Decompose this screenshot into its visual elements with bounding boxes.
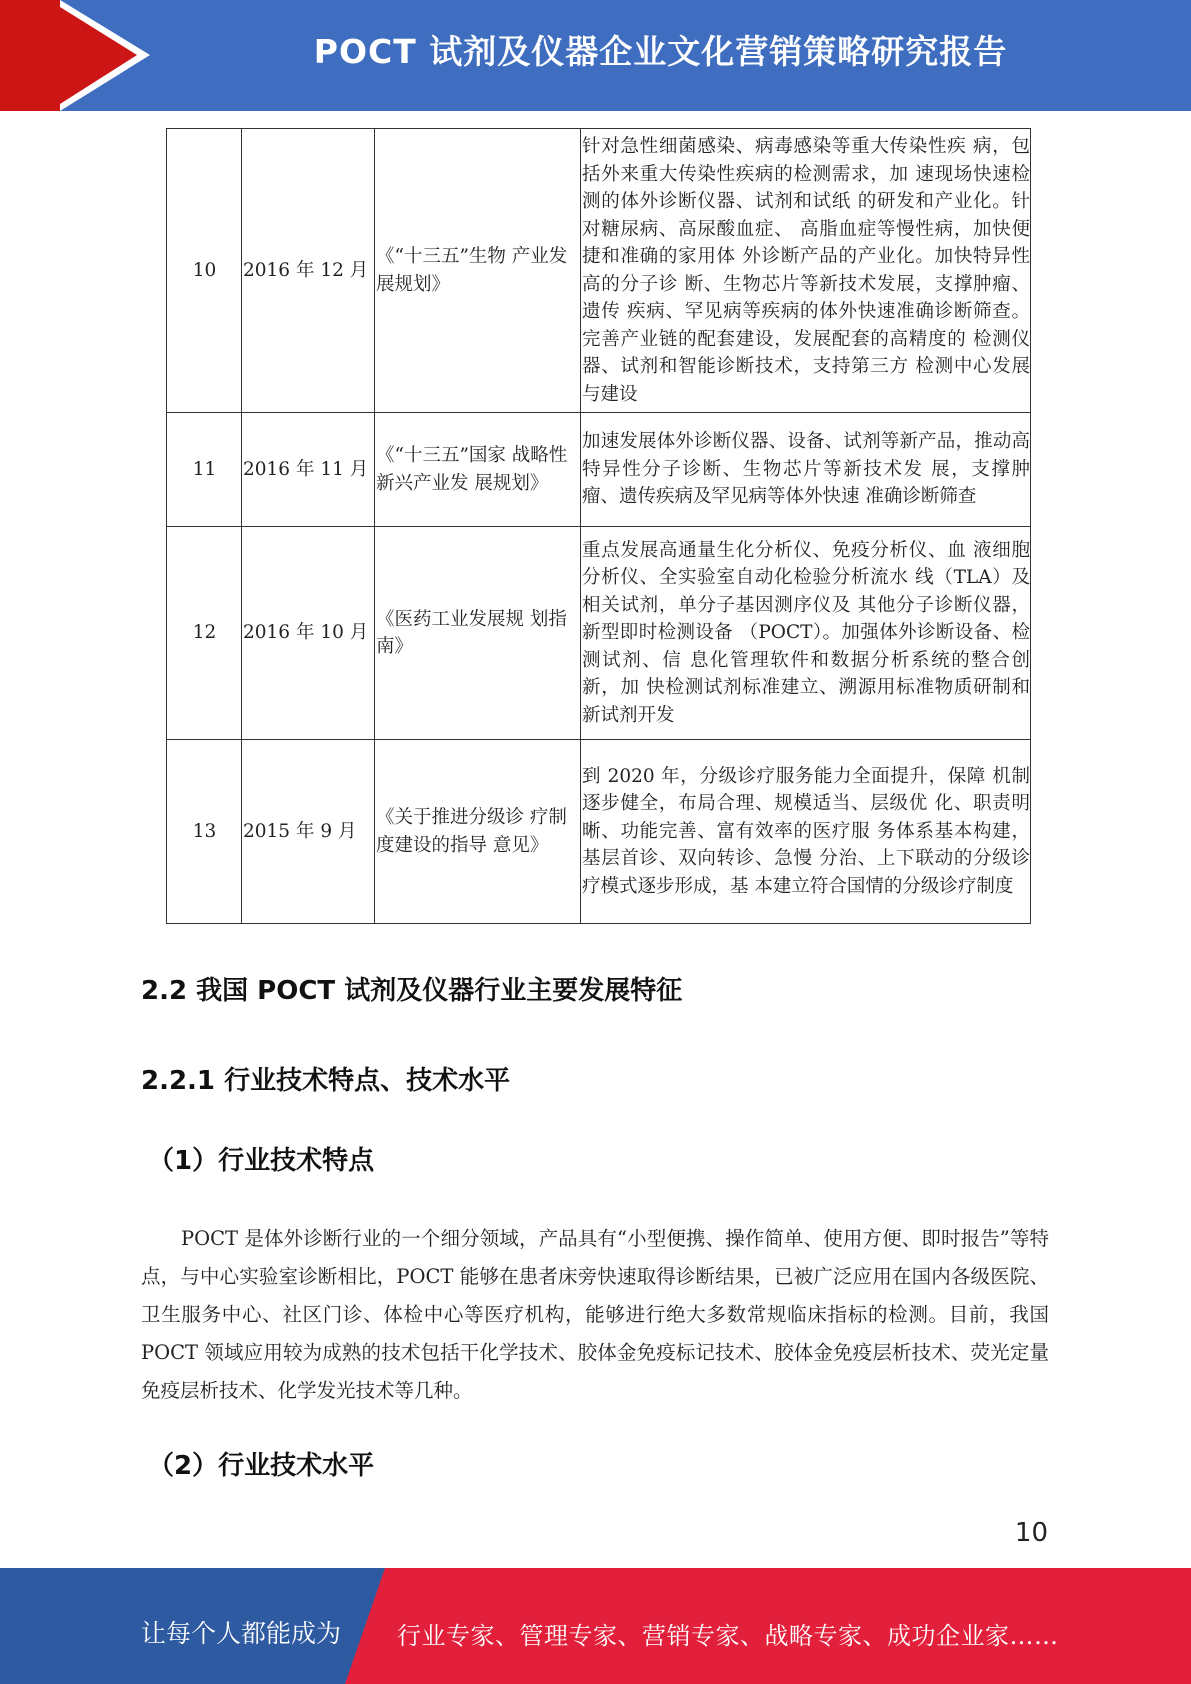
row-policy-name: 《“十三五”国家 战略性新兴产业发 展规划》 (375, 413, 581, 527)
page-footer (0, 1568, 1191, 1684)
row-number: 13 (167, 740, 242, 924)
header-chevron-red-icon (60, 7, 137, 104)
footer-slogan-right: 行业专家、管理专家、营销专家、战略专家、成功企业家…… (397, 1622, 1059, 1650)
section-heading-2-2: 2.2 我国 POCT 试剂及仪器行业主要发展特征 (141, 976, 683, 1006)
row-policy-name: 《关于推进分级诊 疗制度建设的指导 意见》 (375, 740, 581, 924)
row-date: 2016 年 12 月 (242, 129, 375, 413)
row-description: 到 2020 年，分级诊疗服务能力全面提升，保障 机制逐步健全，布局合理、规模适当、层级优 化、职责明晰、功能完善、富有效率的医疗服 务体系基本构建，基层首诊、双向转诊、急慢 分治、上下联动的分级诊疗模式逐步形成，基 本建立符合国情的分级诊疗制度 (581, 740, 1031, 924)
table-row (167, 413, 1031, 527)
row-date: 2016 年 11 月 (242, 413, 375, 527)
row-policy-name: 《“十三五”生物 产业发展规划》 (375, 129, 581, 413)
report-title: POCT 试剂及仪器企业文化营销策略研究报告 (313, 32, 1008, 71)
subheading-tech-features: （1）行业技术特点 (148, 1146, 375, 1176)
policy-table (166, 128, 1031, 924)
table-row (167, 527, 1031, 740)
row-number: 11 (167, 413, 242, 527)
body-paragraph: POCT 是体外诊断行业的一个细分领域，产品具有“小型便携、操作简单、使用方便、即时报告”等特点，与中心实验室诊断相比，POCT 能够在患者床旁快速取得诊断结果，已被广泛应用在国内各级医院、卫生服务中心、社区门诊、体检中心等医疗机构，能够进行绝大多数常规临床指标的检测。目前，我国 POCT 领域应用较为成熟的技术包括干化学技术、胶体金免疫标记技术、胶体金免疫层析技术、荧光定量免疫层析技术、化学发光技术等几种。 (141, 1227, 1049, 1402)
table-row (167, 740, 1031, 924)
row-description: 针对急性细菌感染、病毒感染等重大传染性疾 病，包括外来重大传染性疾病的检测需求，加 速现场快速检测的体外诊断仪器、试剂和试纸 的研发和产业化。针对糖尿病、高尿酸血症、 高脂血症等慢性病，加快便捷和准确的家用体 外诊断产品的产业化。加快特异性高的分子诊 断、生物芯片等新技术发展，支撑肿瘤、遗传 疾病、罕见病等疾病的体外快速准确诊断筛查。 完善产业链的配套建设，发展配套的高精度的 检测仪器、试剂和智能诊断技术，支持第三方 检测中心发展与建设 (581, 129, 1031, 413)
header-red-block (0, 0, 60, 111)
row-date: 2015 年 9 月 (242, 740, 375, 924)
row-number: 10 (167, 129, 242, 413)
subheading-tech-level: （2）行业技术水平 (148, 1451, 375, 1481)
footer-blue-slant (345, 1568, 385, 1684)
section-heading-2-2-1: 2.2.1 行业技术特点、技术水平 (141, 1066, 511, 1096)
row-description: 重点发展高通量生化分析仪、免疫分析仪、血 液细胞分析仪、全实验室自动化检验分析流水 线（TLA）及相关试剂，单分子基因测序仪及 其他分子诊断仪器，新型即时检测设备 （POCT）。加强体外诊断设备、检测试剂、信 息化管理软件和数据分析系统的整合创新，加 快检测试剂标准建立、溯源用标准物质研制和 新试剂开发 (581, 527, 1031, 740)
footer-slogan-left: 让每个人都能成为 (141, 1619, 342, 1648)
row-policy-name: 《医药工业发展规 划指南》 (375, 527, 581, 740)
page-header (0, 0, 1191, 111)
page-number: 10 (1014, 1518, 1048, 1548)
row-description: 加速发展体外诊断仪器、设备、试剂等新产品，推动高特异性分子诊断、生物芯片等新技术发 展，支撑肿瘤、遗传疾病及罕见病等体外快速 准确诊断筛查 (581, 413, 1031, 527)
row-number: 12 (167, 527, 242, 740)
table-row (167, 129, 1031, 413)
row-date: 2016 年 10 月 (242, 527, 375, 740)
